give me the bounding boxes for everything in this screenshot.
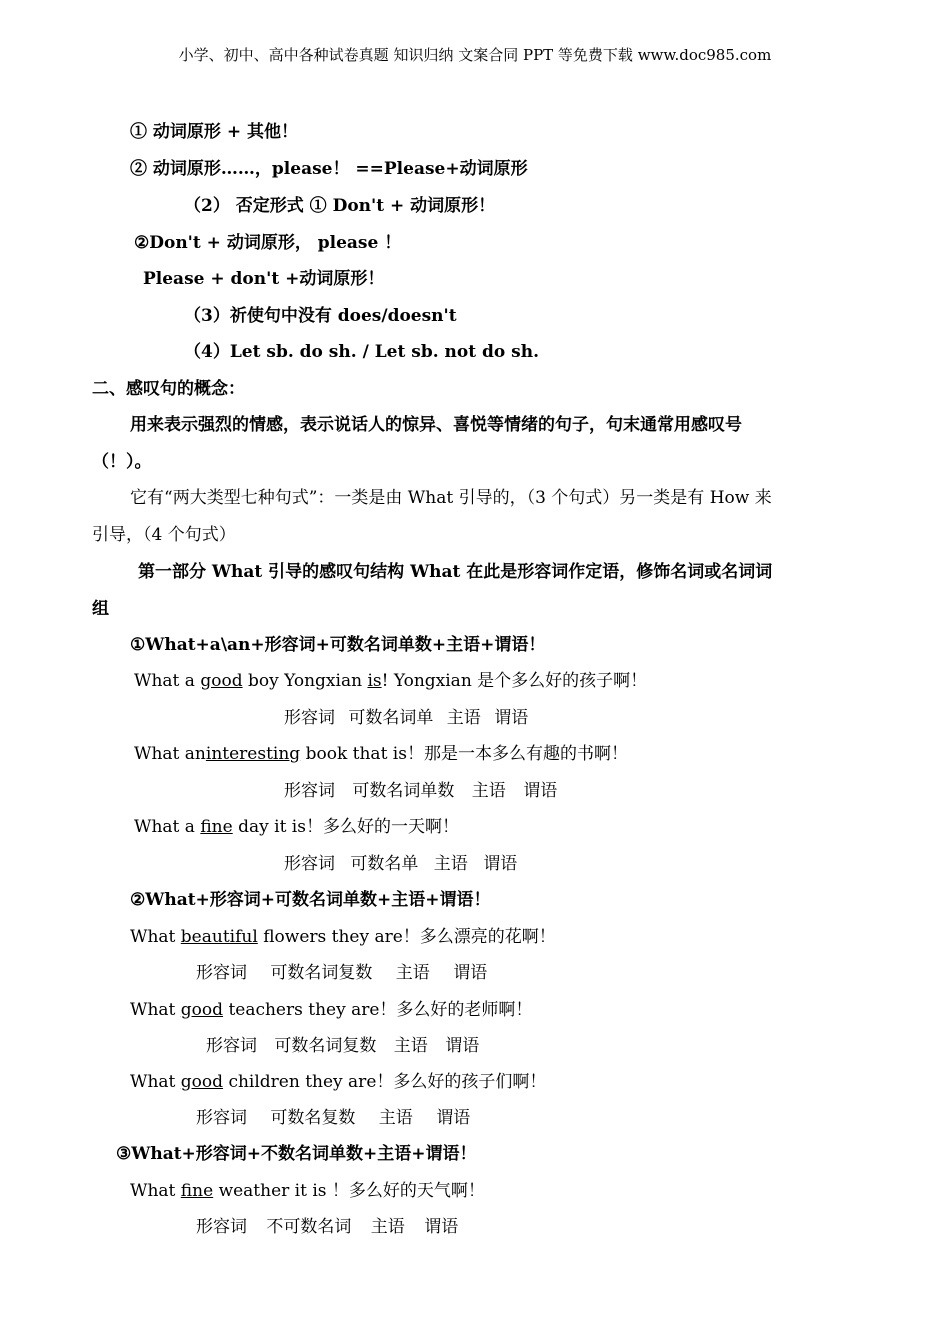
example-1-adjective: good bbox=[200, 671, 243, 691]
example-7-adjective: fine bbox=[180, 1181, 214, 1201]
example-4-end: flowers they are！多么漂亮的花啊！ bbox=[263, 927, 556, 947]
definition-line-2: （！）。 bbox=[92, 452, 152, 472]
example-1-end: ! Yongxian 是个多么好的孩子啊！ bbox=[381, 671, 648, 691]
example-3 bbox=[134, 817, 459, 837]
example-1-verb: is bbox=[367, 671, 382, 691]
negative-form-rule-2: ②Don't + 动词原形， please ！ bbox=[134, 233, 402, 253]
part-one-heading: 第一部分 What 引导的感叹句结构 What 在此是形容词作定语，修饰名词或名词词 bbox=[138, 562, 773, 582]
example-2 bbox=[134, 744, 628, 764]
intro-line-1: 它有“两大类型七种句式”：一类是由 What 引导的，（3 个句式）另一类是有 How 来 bbox=[130, 488, 772, 508]
example-1 bbox=[134, 671, 647, 691]
example-2-adjective: interesting bbox=[205, 744, 301, 764]
definition-line-1: 用来表示强烈的情感，表示说话人的惊异、喜悦等情绪的句子，句末通常用感叹号 bbox=[130, 415, 742, 435]
example-6-end: children they are！多么好的孩子们啊！ bbox=[228, 1072, 547, 1092]
example-3-end: day it is！多么好的一天啊！ bbox=[238, 817, 459, 837]
pattern-3: ③What+形容词+不数名词单数+主语+谓语！ bbox=[116, 1144, 477, 1164]
pattern-2: ②What+形容词+可数名词单数+主语+谓语！ bbox=[130, 890, 491, 910]
example-2-end: book that is！那是一本多么有趣的书啊！ bbox=[305, 744, 628, 764]
example-4-adjective: beautiful bbox=[180, 927, 258, 947]
example-4-start: What bbox=[130, 927, 176, 947]
example-6-start: What bbox=[130, 1072, 176, 1092]
imperative-rule-2: ② 动词原形……，please！ ==Please+动词原形 bbox=[130, 159, 528, 179]
annotation-1: 形容词 可数名词单 主语 谓语 bbox=[284, 708, 529, 728]
imperative-note-3: （3）祈使句中没有 does/doesn't bbox=[184, 306, 457, 326]
example-2-start: What an bbox=[134, 744, 206, 764]
annotation-5: 形容词 可数名词复数 主语 谓语 bbox=[206, 1036, 480, 1056]
pattern-1: ①What+a\an+形容词+可数名词单数+主语+谓语！ bbox=[130, 635, 546, 655]
annotation-2: 形容词 可数名词单数 主语 谓语 bbox=[284, 781, 558, 801]
example-6 bbox=[130, 1072, 546, 1092]
example-5-adjective: good bbox=[180, 1000, 224, 1020]
annotation-7: 形容词 不可数名词 主语 谓语 bbox=[196, 1217, 459, 1237]
example-4 bbox=[130, 927, 556, 947]
part-one-heading-cont: 组 bbox=[92, 599, 109, 619]
example-5-start: What bbox=[130, 1000, 176, 1020]
example-7 bbox=[130, 1181, 485, 1201]
imperative-note-4: （4）Let sb. do sh. / Let sb. not do sh. bbox=[184, 342, 539, 362]
annotation-4: 形容词 可数名词复数 主语 谓语 bbox=[196, 963, 488, 983]
example-5-end: teachers they are！多么好的老师啊！ bbox=[228, 1000, 533, 1020]
example-3-adjective: fine bbox=[200, 817, 233, 837]
intro-line-2: 引导，（4 个句式） bbox=[92, 525, 236, 545]
example-3-start: What a bbox=[134, 817, 195, 837]
example-7-end: weather it is ！多么好的天气啊！ bbox=[218, 1181, 485, 1201]
section-heading-exclamatory: 二、感叹句的概念： bbox=[92, 379, 245, 399]
example-6-adjective: good bbox=[180, 1072, 224, 1092]
example-1-middle: boy Yongxian bbox=[247, 671, 363, 691]
negative-form-rule-3: Please + don't +动词原形！ bbox=[143, 269, 385, 289]
page-header: 小学、初中、高中各种试卷真题 知识归纳 文案合同 PPT 等免费下载 www.doc985.com bbox=[178, 46, 772, 64]
example-5 bbox=[130, 1000, 532, 1020]
example-1-start: What a bbox=[134, 671, 195, 691]
annotation-6: 形容词 可数名复数 主语 谓语 bbox=[196, 1108, 471, 1128]
negative-form-rule: （2） 否定形式 ① Don't + 动词原形！ bbox=[184, 196, 496, 216]
imperative-rule-1: ① 动词原形 + 其他！ bbox=[130, 122, 298, 142]
annotation-3: 形容词 可数名单 主语 谓语 bbox=[284, 854, 518, 874]
example-7-start: What bbox=[130, 1181, 176, 1201]
